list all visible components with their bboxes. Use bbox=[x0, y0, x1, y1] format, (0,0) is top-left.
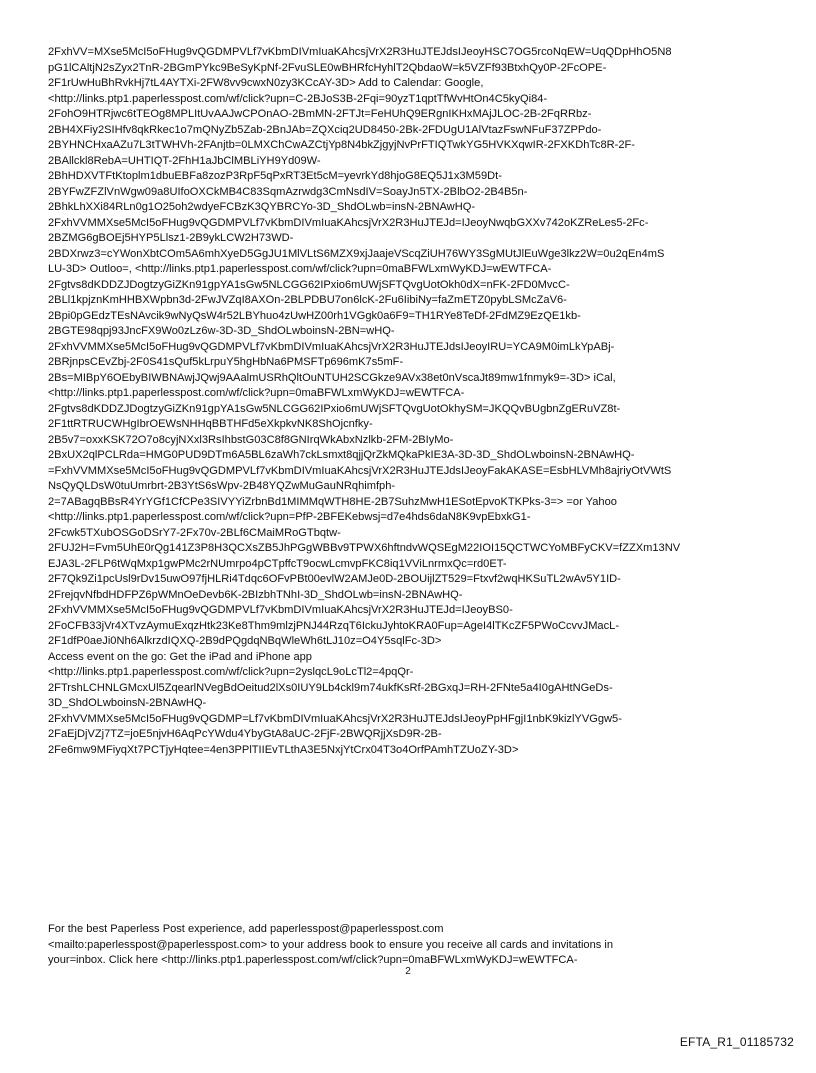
text-line: 2Fcwk5TXubOSGoDSrY7-2Fx70v-2BLf6CMaiMRoGTbqtw- bbox=[48, 526, 341, 539]
page-number: 2 bbox=[405, 966, 411, 977]
text-line: 2BxUX2qlPCLRda=HMG0PUD9DTm6A5BL6zaWh7ckLsmxt8qjjQrZkMQkaPkIE3A-3D-3D_ShdOLwboinsN-2BNAwHQ- bbox=[48, 449, 635, 461]
text-line: LU-3D> Outloo=, <http://links.ptp1.paperlesspost.com/wf/click?upn=0maBFWLxmWyKDJ=wEWTFCA- bbox=[48, 263, 552, 275]
text-line: 2FrejqvNfbdHDFPZ6pWMnOeDevb6K-2BIzbhTNhI-3D_ShdOLwb=insN-2BNAwHQ- bbox=[48, 588, 463, 601]
text-line: 2FaEjDjVZj7TZ=joE5njvH6AqPcYWdu4YbyGtA8aUC-2FjF-2BWQRjjXsD9R-2B- bbox=[48, 728, 442, 740]
text-line: 2BhHDXVTFtKtoplm1dbuEBFa8zozP3RpF5qPxRT3Et5cM=yevrkYd8hjoG8EQ5J1x3M59Dt- bbox=[48, 170, 502, 182]
text-line: 2F7Qk9Zi1pcUsl9rDv15uwO97fjHLRi4Tdqc6OFvPBt00evlW2AMJe0D-2BOUijlZT529=Ftxvf2wqHKSuTL2wAv5Y1ID- bbox=[48, 573, 621, 585]
text-line: EJA3L-2FLP6tWqMxp1gwPMc2rNUmrpo4pCTpffcT9ocwLcmvpFKC8iq1VViLnrmxQc=rd0ET- bbox=[48, 557, 507, 570]
text-line: 2BGTE98qpj93JncFX9Wo0zLz6w-3D-3D_ShdOLwboinsN-2BN=wHQ- bbox=[48, 325, 395, 337]
text-line: 2B5v7=oxxKSK72O7o8cyjNXxl3RsIhbstG03C8f8GNIrqWkAbxNzlkb-2FM-2BIyMo- bbox=[48, 433, 454, 446]
text-line: 2Fgtvs8dKDDZJDogtzyGiZKn91gpYA1sGw5NLCGG62IPxio6mUWjSFTQvgUotOkh0dX=nFK-2FD0MvcC- bbox=[48, 278, 570, 291]
text-line: 2FxhVVMMXse5McI5oFHug9vQGDMPVLf7vKbmDIVmIuaKAhcsjVrX2R3HuJTEJd=IJeoyNwqbGXXv742oKZReLes5-2Fc- bbox=[48, 216, 649, 229]
text-line: 2F1ttRTRUCWHgIbrOEWsNHHqBBTHFd5eXkpkvNK8ShOjcnfky- bbox=[48, 418, 373, 430]
text-line: <http://links.ptp1.paperlesspost.com/wf/click?upn=2yslqcL9oLcTl2=4pqQr- bbox=[48, 666, 414, 678]
text-line: 2=7ABagqBBsR4YrYGf1CfCPe3SIVYYiZrbnBd1MIMMqWTH8HE-2B7SuhzMwH1ESotEpvoKTKPks-3=> =or Yahoo bbox=[48, 495, 617, 508]
text-line: 2F1rUwHuBhRvkHj7tL4AYTXi-2FW8vv9cwxN0zy3KCcAY-3D> Add to Calendar: Google, bbox=[48, 77, 484, 89]
text-line: NsQyQLDsW0tuUmrbrt-2B3YtS6sWpv-2B48YQZwMuGauNRqhimfph- bbox=[48, 480, 396, 492]
text-line: For the best Paperless Post experience, add paperlesspost@paperlesspost.com bbox=[48, 923, 444, 935]
text-line: 2BAllckl8RebA=UHTIQT-2FhH1aJbClMBLiYH9Yd09W- bbox=[48, 154, 321, 167]
text-line: 2Fgtvs8dKDDZJDogtzyGiZKn91gpYA1sGw5NLCGG62IPxio6mUWjSFTQvgUotOkhySM=JKQQvBUgbnZgERuVZ8t- bbox=[48, 402, 621, 415]
email-body-text bbox=[48, 45, 778, 758]
text-line: 2Fe6mw9MFiyqXt7PCTjyHqtee=4en3PPlTIIEvTLthA3E5NxjYtCrx04T3o4OrfPAmhTZUoZY-3D> bbox=[48, 743, 519, 756]
text-line: Access event on the go: Get the iPad and iPhone app bbox=[48, 650, 312, 663]
text-line: 3D_ShdOLwboinsN-2BNAwHQ- bbox=[48, 697, 207, 709]
text-line: =FxhVVMMXse5McI5oFHug9vQGDMPVLf7vKbmDIVmIuaKAhcsjVrX2R3HuJTEJdsIJeoyFakAKASE=EsbHLVMh8ajriyOtVWtS bbox=[48, 464, 672, 477]
text-line: 2Bs=MIBpY6OEbyBIWBNAwjJQwj9AAalmUSRhQltOuNTUH2SCGkze9AVx38et0nVscaJt89mw1fnmyk9=-3D> iCal, bbox=[48, 371, 616, 384]
text-line: 2FxhVVMMXse5McI5oFHug9vQGDMPVLf7vKbmDIVmIuaKAhcsjVrX2R3HuJTEJd=IJeoyBS0- bbox=[48, 604, 513, 616]
text-line: 2BDXrwz3=cYWonXbtCOm5A6mhXyeD5GgJU1MlVLtS6MZX9xjJaajeVScqZiUH76WY3SgMUtJlEuWge3lkz2W=0u2qEn4mS bbox=[48, 247, 665, 260]
text-line: 2FxhVVMMXse5McI5oFHug9vQGDMP=Lf7vKbmDIVmIuaKAhcsjVrX2R3HuJTEJdsIJeoyPpHFgjI1nbK9kizlYVGgw5- bbox=[48, 712, 622, 725]
text-line: <mailto:paperlesspost@paperlesspost.com> to your address book to ensure you receive all cards and invitations in bbox=[48, 938, 614, 951]
text-line: <http://links.ptp1.paperlesspost.com/wf/click?upn=0maBFWLxmWyKDJ=wEWTFCA- bbox=[48, 387, 465, 399]
document-id: EFTA_R1_01185732 bbox=[679, 1035, 794, 1049]
text-line: 2BRjnpsCEvZbj-2F0S41sQuf5kLrpuY5hgHbNa6PMSFTp696mK7s5mF- bbox=[48, 356, 404, 368]
text-line: <http://links.ptp1.paperlesspost.com/wf/click?upn=C-2BJoS3B-2Fqi=90yzT1qptTfWvHtOn4C5kyQi84- bbox=[48, 92, 548, 105]
text-line: pG1lCAltjN2sZyx2TnR-2BGmPYkc9BeSyKpNf-2FvuSLE0wBHRfcHyhlT2QbdaoW=k5VZFf93BtxhQy0P-2FcOPE- bbox=[48, 61, 607, 74]
text-line: 2Bpi0pGEdzTEsNAvcik9wNyQsW4r52LBYhuo4zUwHZ00rh1VGgk0a6F9=TH1RYe8TeDf-2FdMZ9EzQE1kb- bbox=[48, 309, 581, 322]
closing-paragraph bbox=[48, 922, 778, 969]
text-line: 2BYHNCHxaAZu7L3tTWHVh-2FAnjtb=0LMXChCwAZCtjYp8N4bkZjgyjNvPrFTIQTwkYG5HVKXqwIR-2FXKDhTc8R-2F- bbox=[48, 139, 635, 151]
text-line: 2BH4XFiy2SIHfv8qkRkec1o7mQNyZb5Zab-2BnJAb=ZQXciq2UD8450-2Bk-2FDUgU1AlVtazFswNFuF37ZPPdo- bbox=[48, 123, 602, 136]
text-line: 2BhkLhXXi84RLn0g1O25oh2wdyeFCBzK3QYBRCYo-3D_ShdOLwb=insN-2BNAwHQ- bbox=[48, 201, 476, 213]
text-line: 2FoCFB33jVr4XTvzAymuExqzHtk23Ke8Thm9mlzjPNJ44RzqT6IckuJyhtoKRA0Fup=AgeI4lTKcZF5PWoCcvvJMacL- bbox=[48, 619, 620, 632]
text-line: 2FxhVVMMXse5McI5oFHug9vQGDMPVLf7vKbmDIVmIuaKAhcsjVrX2R3HuJTEJdsIJeoyIRU=YCA9M0imLkYpABj- bbox=[48, 340, 615, 353]
text-line: 2FUJ2H=Fvm5UhE0rQg141Z3P8H3QCXsZB5JhPGgWBBv9TPWX6hftndvWQSEgM22IOI15QCTWCYoMBFyCKV=fZZXm13NV bbox=[48, 542, 681, 554]
text-line: 2FTrshLCHNLGMcxUl5ZqearlNVegBdOeitud2lXs0IUY9Lb4ckl9m74ukfKsRf-2BGxqJ=RH-2FNte5a4I0gAHtNGeDs- bbox=[48, 681, 613, 694]
text-line: your=inbox. Click here <http://links.ptp1.paperlesspost.com/wf/click?upn=0maBFWLxmWyKDJ=wEWTFCA- bbox=[48, 954, 578, 966]
text-line: 2BLl1kpjznKmHHBXWpbn3d-2FwJVZqI8AXOn-2BLPDBU7on6lcK-2Fu6IibiNy=faZmETZ0pybLSMcZaV6- bbox=[48, 294, 567, 306]
text-line: 2BYFwZFZlVnWgw09a8UIfoOXCkMB4C83SqmAzrwdg3CmNsdIV=SoayJn5TX-2BlbO2-2B4B5n- bbox=[48, 185, 528, 198]
text-line: 2BZMG6gBOEj5HYP5Llsz1-2B9ykLCW2H73WD- bbox=[48, 232, 294, 244]
text-line: 2FxhVV=MXse5McI5oFHug9vQGDMPVLf7vKbmDIVmIuaKAhcsjVrX2R3HuJTEJdsIJeoyHSC7OG5rcoNqEW=UqQDpHhO5N8 bbox=[48, 46, 672, 58]
text-line: 2FohO9HTRjwc6tTEOg8MPLItUvAAJwCPOnAO-2BmMN-2FTJt=FeHUhQ9ERgnIKHxMAjJLOC-2B-2FqRRbz- bbox=[48, 108, 592, 120]
text-line: <http://links.ptp1.paperlesspost.com/wf/click?upn=PfP-2BFEKebwsj=d7e4hds6daN8K9vpEbxkG1- bbox=[48, 511, 531, 523]
text-line: 2F1dfP0aeJi0Nh6AlkrzdIQXQ-2B9dPQgdqNBqWleWh6tLJ10z=O4Y5sqlFc-3D> bbox=[48, 635, 442, 647]
